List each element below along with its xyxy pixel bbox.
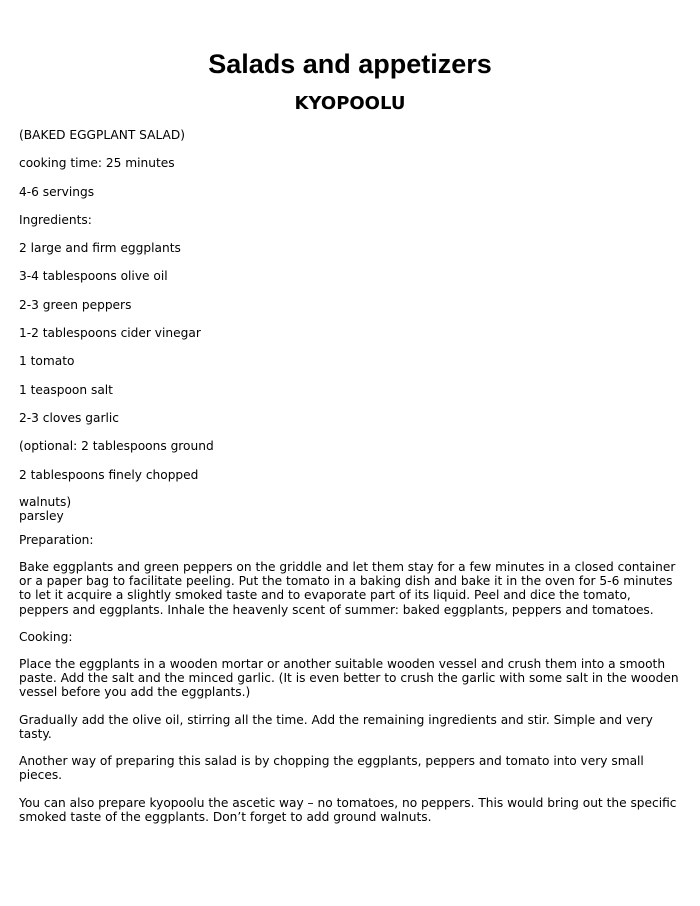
ingredient-item: 1 tomato: [19, 354, 75, 369]
ingredient-item: 3-4 tablespoons olive oil: [19, 269, 168, 284]
ingredient-item-group: [19, 495, 681, 523]
ingredient-item: parsley: [19, 508, 64, 523]
ingredient-item: 2 tablespoons finely chopped: [19, 467, 199, 482]
recipe-line: 4-6 servings: [19, 184, 95, 199]
ingredients-label: Ingredients:: [19, 212, 92, 227]
ingredient-item: walnuts): [19, 494, 72, 509]
preparation-label: Preparation:: [19, 532, 94, 547]
cooking-paragraph: Another way of preparing this salad is by chopping the eggplants, peppers and tomato into very small pieces.: [19, 754, 644, 783]
cooking-paragraph: Place the eggplants in a wooden mortar or another suitable wooden vessel and crush them into a smooth paste. Add the salt and the minced garlic. (It is even better to crush the garlic with some salt in the wooden vessel before you add the eggplants.): [19, 657, 679, 700]
recipe-title: KYOPOOLU: [294, 93, 406, 114]
ingredient-item: 2-3 green peppers: [19, 297, 132, 312]
ingredient-item: 1-2 tablespoons cider vinegar: [19, 326, 201, 341]
page-title: Salads and appetizers: [208, 49, 492, 79]
ingredient-item: (optional: 2 tablespoons ground: [19, 439, 214, 454]
ingredient-item: 2 large and firm eggplants: [19, 241, 181, 256]
ingredient-item: 1 teaspoon salt: [19, 382, 113, 397]
cooking-paragraph: Gradually add the olive oil, stirring all the time. Add the remaining ingredients and stir. Simple and very tasty.: [19, 712, 653, 741]
recipe-info-list: [19, 127, 681, 495]
recipe-line: (BAKED EGGPLANT SALAD): [19, 128, 186, 142]
preparation-paragraph: Bake eggplants and green peppers on the griddle and let them stay for a few minutes in a closed container or a paper bag to facilitate peeling. Put the tomato in a baking dish and bake it in the oven for 5-6 minutes to let it acquire a slightly smoked taste and to evaporate part of its liquid. Peel and dice the tomato, peppers and eggplants. Inhale the heavenly scent of summer: baked eggplants, peppers and tomatoes.: [19, 560, 676, 617]
recipe-line: cooking time: 25 minutes: [19, 156, 175, 171]
cooking-paragraph: You can also prepare kyopoolu the ascetic way – no tomatoes, no peppers. This would bring out the specific smoked taste of the eggplants. Don’t forget to add ground walnuts.: [19, 795, 677, 824]
ingredient-item: 2-3 cloves garlic: [19, 410, 119, 425]
cooking-label: Cooking:: [19, 629, 73, 644]
